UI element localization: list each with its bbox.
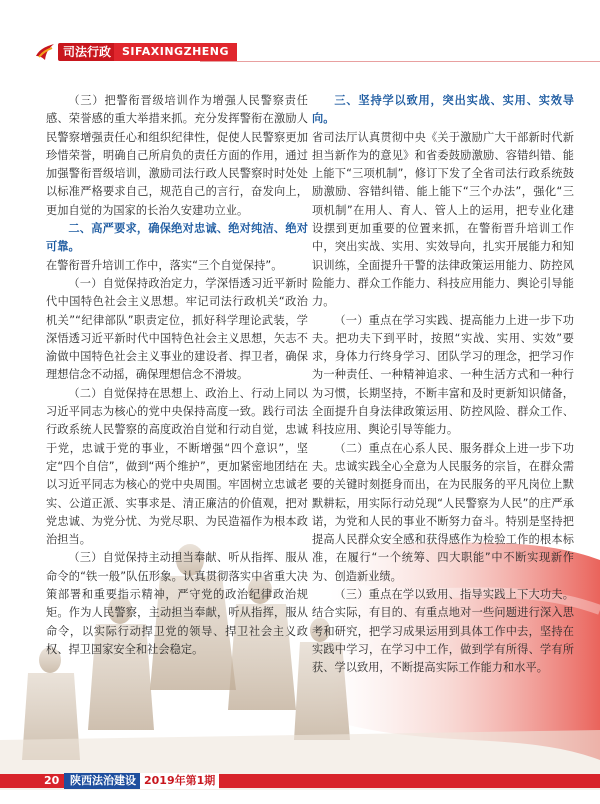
- section-heading: 三、坚持学以致用，突出实战、实用、实效导向。: [312, 94, 574, 126]
- paragraph: （三）把警衔晋级培训作为增强人民警察责任感、荣誉感的重大举措来抓。充分发挥警衔在激励人民警察增强责任心和组织纪律性，促使人民警察更加珍惜荣誉，明确自己所肩负的责任方面的作用，通过加强警衔晋级培训，激励司法行政人民警察时时处处以标准严格要求自己，规范自己的言行，奋发向上，更加自觉的为国家的长治久安建功立业。: [46, 94, 308, 217]
- page-footer: [0, 770, 600, 792]
- page-number: 20: [44, 774, 60, 787]
- left-column: [46, 92, 308, 659]
- paragraph-continued: 省司法厅认真贯彻中央《关于激励广大干部新时代新担当新作为的意见》和省委鼓励激励、容错纠错、能上能下“三项机制”，修订下发了全省司法行政系统鼓励激励、容错纠错、能上能下“三个办法”，强化“三项机制”在用人、育人、管人上的运用，把专业化建设摆到更加重要的位置来抓，在警衔晋升培训工作中，突出实战、实用、实效导向，扎实开展能力和知识训练，全面提升干警的法律政策运用能力、防控风险能力、群众工作能力、科技应用能力、舆论引导能力。: [312, 130, 574, 309]
- section-heading: 二、高严要求，确保绝对忠诚、绝对纯洁、绝对可靠。: [46, 222, 308, 254]
- magazine-name: 陕西法治建设: [64, 773, 142, 789]
- right-column: [312, 92, 574, 678]
- issue-label: 2019年第1期: [140, 773, 219, 789]
- paragraph: （一）重点在学习实践、提高能力上进一步下功夫。把功夫下到平时，按照“实战、实用、实效”要求，身体力行终身学习、团队学习的理念，把学习作为一种责任、一种精神追求、一种生活方式和一种行为习惯，长期坚持，不断丰富和及时更新知识储备，全面提升自身法律政策运用、防控风险、群众工作、科技应用、舆论引导等能力。: [312, 313, 574, 437]
- flame-logo-icon: [34, 42, 56, 62]
- section-title-en: SIFAXINGZHENG: [114, 43, 237, 61]
- header-divider: [200, 61, 600, 62]
- page-header: [0, 40, 600, 64]
- paragraph-continued: 在警衔晋升培训工作中，落实“三个自觉保持”。: [46, 258, 283, 272]
- paragraph: （二）自觉保持在思想上、政治上、行动上同以习近平同志为核心的党中央保持高度一致。践行司法行政系统人民警察的高度政治自觉和行动自觉，忠诚于党，忠诚于党的事业，不断增强“四个意识”，坚定“四个自信”，做到“两个维护”，更加紧密地团结在以习近平同志为核心的党中央周围。牢固树立忠诚老实、公道正派、实事求是、清正廉洁的价值观，把对党忠诚、为党分忧、为党尽职、为民造福作为根本政治担当。: [46, 386, 308, 547]
- paragraph: （三）自觉保持主动担当奉献、听从指挥、服从命令的“铁一般”队伍形象。认真贯彻落实中省重大决策部署和重要指示精神，严守党的政治纪律政治规矩。作为人民警察，主动担当奉献，听从指挥，服从命令，以实际行动捍卫党的领导、捍卫社会主义政权、捍卫国家安全和社会稳定。: [46, 551, 308, 656]
- section-title-cn: 司法行政: [58, 43, 116, 61]
- paragraph: （一）自觉保持政治定力，学深悟透习近平新时代中国特色社会主义思想。牢记司法行政机关“政治机关”“纪律部队”职责定位，抓好科学理论武装，学深悟透习近平新时代中国特色社会主义思想，矢志不渝做中国特色社会主义事业的建设者、捍卫者，确保理想信念不动摇，确保理想信念不滑坡。: [46, 276, 308, 382]
- paragraph: （二）重点在心系人民、服务群众上进一步下功夫。忠诚实践全心全意为人民服务的宗旨，在群众需要的关键时刻挺身而出，在为民服务的平凡岗位上默默耕耘，用实际行动兑现“人民警察为人民”的庄严承诺，为党和人民的事业不断努力奋斗。特别是坚持把提高人民群众安全感和获得感作为检验工作的根本标准，在履行“一个统筹、四大职能”中不断实现新作为、创造新业绩。: [312, 441, 574, 583]
- paragraph: （三）重点在学以致用、指导实践上下大功夫。结合实际，有目的、有重点地对一些问题进行深入思考和研究，把学习成果运用到具体工作中去，坚持在实践中学习，在学习中工作，做到学有所得、学有所获、学以致用，不断提高实际工作能力和水平。: [312, 588, 574, 675]
